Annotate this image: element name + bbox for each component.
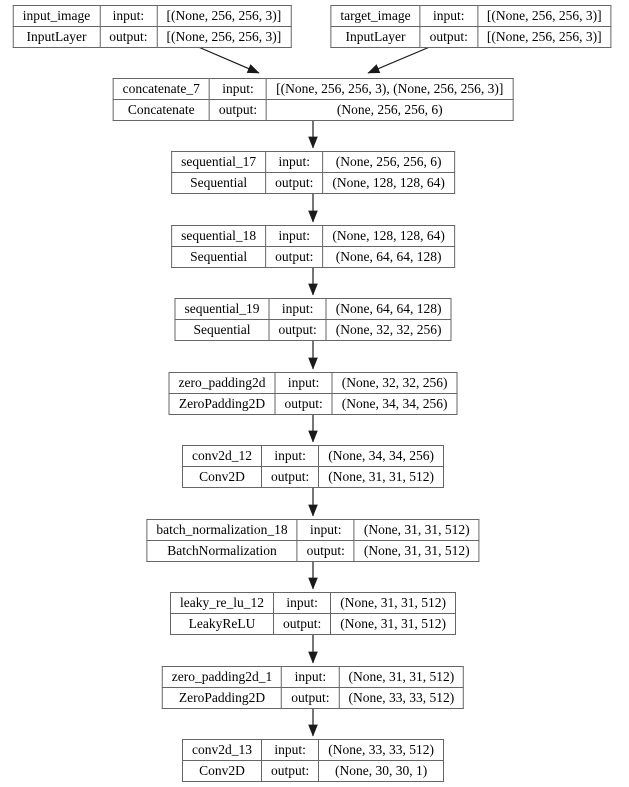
input-label: input: bbox=[262, 446, 319, 467]
layer-name: target_image bbox=[331, 6, 420, 27]
layer-type: Conv2D bbox=[183, 467, 262, 488]
output-label: output: bbox=[269, 320, 326, 341]
input-label: input: bbox=[269, 299, 326, 320]
input-shape: (None, 31, 31, 512) bbox=[331, 593, 456, 614]
node-output-row bbox=[172, 173, 455, 194]
layer-name: leaky_re_lu_12 bbox=[171, 593, 274, 614]
node-output-row bbox=[331, 27, 611, 48]
node-input-row bbox=[172, 152, 455, 173]
layer-node-sequential-19 bbox=[175, 298, 452, 341]
layer-type: InputLayer bbox=[13, 27, 100, 48]
output-label: output: bbox=[100, 27, 157, 48]
node-output-row bbox=[183, 761, 444, 782]
node-output-row bbox=[147, 541, 479, 562]
layer-type: Sequential bbox=[172, 247, 266, 268]
layer-node-leaky-re-lu-12 bbox=[170, 592, 456, 635]
output-label: output: bbox=[262, 761, 319, 782]
edge-target-image-to-concatenate bbox=[368, 46, 432, 73]
input-shape: (None, 31, 31, 512) bbox=[354, 520, 479, 541]
output-shape: [(None, 256, 256, 3)] bbox=[477, 27, 611, 48]
output-label: output: bbox=[266, 247, 323, 268]
node-input-row bbox=[171, 593, 456, 614]
node-output-row bbox=[183, 467, 444, 488]
layer-name: conv2d_12 bbox=[183, 446, 262, 467]
layer-node-batch-normalization-18 bbox=[146, 519, 479, 562]
input-shape: (None, 256, 256, 6) bbox=[323, 152, 454, 173]
layer-node-sequential-17 bbox=[171, 151, 455, 194]
output-shape: (None, 64, 64, 128) bbox=[323, 247, 454, 268]
node-output-row bbox=[169, 394, 457, 415]
input-label: input: bbox=[282, 667, 339, 688]
output-label: output: bbox=[209, 100, 266, 121]
node-output-row bbox=[175, 320, 451, 341]
layer-node-conv2d-13 bbox=[182, 739, 444, 782]
input-label: input: bbox=[420, 6, 477, 27]
input-label: input: bbox=[262, 740, 319, 761]
node-output-row bbox=[171, 614, 456, 635]
output-label: output: bbox=[297, 541, 354, 562]
node-input-row bbox=[113, 79, 513, 100]
layer-name: sequential_18 bbox=[172, 226, 266, 247]
output-shape: (None, 128, 128, 64) bbox=[323, 173, 454, 194]
layer-name: zero_padding2d bbox=[169, 373, 275, 394]
edge-input-image-to-concatenate bbox=[196, 46, 259, 73]
node-input-row bbox=[172, 226, 455, 247]
node-input-row bbox=[169, 373, 457, 394]
output-shape: (None, 34, 34, 256) bbox=[332, 394, 457, 415]
layer-type: BatchNormalization bbox=[147, 541, 297, 562]
input-label: input: bbox=[209, 79, 266, 100]
input-shape: (None, 34, 34, 256) bbox=[319, 446, 444, 467]
layer-type: Concatenate bbox=[113, 100, 209, 121]
layer-type: LeakyReLU bbox=[171, 614, 274, 635]
node-input-row bbox=[183, 740, 444, 761]
input-label: input: bbox=[273, 593, 330, 614]
input-shape: [(None, 256, 256, 3)] bbox=[477, 6, 611, 27]
output-label: output: bbox=[420, 27, 477, 48]
node-output-row bbox=[113, 100, 513, 121]
layer-name: zero_padding2d_1 bbox=[162, 667, 281, 688]
input-shape: (None, 128, 128, 64) bbox=[323, 226, 454, 247]
output-shape: (None, 33, 33, 512) bbox=[339, 688, 464, 709]
input-shape: (None, 64, 64, 128) bbox=[326, 299, 451, 320]
node-input-row bbox=[175, 299, 451, 320]
node-output-row bbox=[13, 27, 291, 48]
input-shape: (None, 33, 33, 512) bbox=[319, 740, 444, 761]
layer-name: sequential_17 bbox=[172, 152, 266, 173]
output-shape: (None, 30, 30, 1) bbox=[319, 761, 444, 782]
output-shape: (None, 31, 31, 512) bbox=[319, 467, 444, 488]
input-shape: [(None, 256, 256, 3)] bbox=[157, 6, 291, 27]
layer-name: sequential_19 bbox=[175, 299, 269, 320]
layer-name: conv2d_13 bbox=[183, 740, 262, 761]
layer-node-conv2d-12 bbox=[182, 445, 444, 488]
output-shape: [(None, 256, 256, 3)] bbox=[157, 27, 291, 48]
input-label: input: bbox=[297, 520, 354, 541]
node-input-row bbox=[13, 6, 291, 27]
layer-node-zero-padding2d-1 bbox=[162, 666, 464, 709]
layer-name: input_image bbox=[13, 6, 100, 27]
output-shape: (None, 256, 256, 6) bbox=[267, 100, 513, 121]
layer-type: Conv2D bbox=[183, 761, 262, 782]
layer-name: concatenate_7 bbox=[113, 79, 209, 100]
input-shape: (None, 31, 31, 512) bbox=[339, 667, 464, 688]
input-label: input: bbox=[266, 226, 323, 247]
input-label: input: bbox=[266, 152, 323, 173]
output-label: output: bbox=[282, 688, 339, 709]
node-output-row bbox=[162, 688, 463, 709]
input-label: input: bbox=[275, 373, 332, 394]
output-label: output: bbox=[275, 394, 332, 415]
input-label: input: bbox=[100, 6, 157, 27]
output-shape: (None, 32, 32, 256) bbox=[326, 320, 451, 341]
layer-type: Sequential bbox=[172, 173, 266, 194]
layer-type: ZeroPadding2D bbox=[169, 394, 275, 415]
layer-name: batch_normalization_18 bbox=[147, 520, 297, 541]
layer-node-input-image bbox=[13, 5, 292, 48]
output-label: output: bbox=[262, 467, 319, 488]
node-input-row bbox=[183, 446, 444, 467]
output-shape: (None, 31, 31, 512) bbox=[331, 614, 456, 635]
node-input-row bbox=[331, 6, 611, 27]
layer-type: ZeroPadding2D bbox=[162, 688, 281, 709]
input-shape: [(None, 256, 256, 3), (None, 256, 256, 3)] bbox=[267, 79, 513, 100]
layer-node-target-image bbox=[330, 5, 611, 48]
layer-node-concatenate-7 bbox=[113, 78, 514, 121]
input-shape: (None, 32, 32, 256) bbox=[332, 373, 457, 394]
output-shape: (None, 31, 31, 512) bbox=[354, 541, 479, 562]
output-label: output: bbox=[273, 614, 330, 635]
layer-type: Sequential bbox=[175, 320, 269, 341]
layer-node-sequential-18 bbox=[171, 225, 455, 268]
node-input-row bbox=[147, 520, 479, 541]
layer-node-zero-padding2d bbox=[169, 372, 458, 415]
node-input-row bbox=[162, 667, 463, 688]
output-label: output: bbox=[266, 173, 323, 194]
layer-type: InputLayer bbox=[331, 27, 420, 48]
node-output-row bbox=[172, 247, 455, 268]
